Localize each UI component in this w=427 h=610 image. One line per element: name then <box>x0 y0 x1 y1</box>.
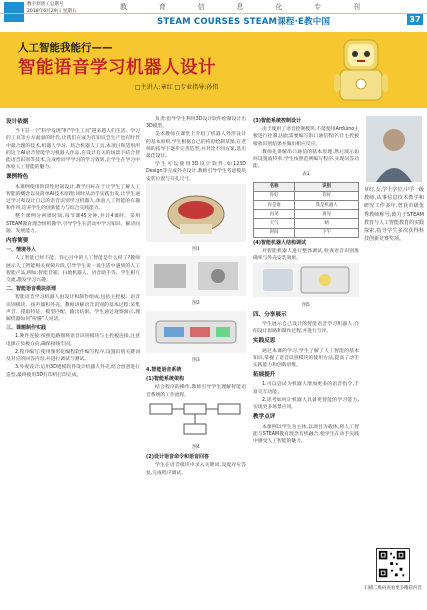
qr-icon <box>377 549 409 581</box>
figure-caption: 图2 <box>192 301 200 307</box>
figure-caption: 图3 <box>192 357 200 363</box>
paragraph: 学生在语音模块中录入关键词,设置对应答复,完成程序调试。 <box>146 463 246 476</box>
figure-3 <box>146 311 246 353</box>
heading-extension: 拓展提升 <box>253 372 276 379</box>
section-char: 教 <box>120 3 127 11</box>
table-cell: 你是谁 <box>254 201 295 210</box>
paragraph: 2.思考如何让机器人具备更智能的学习能力,实现更多场景应用。 <box>253 397 359 411</box>
page-number: 37 <box>407 14 423 25</box>
paragraph: 本课例以学生为主体,以项目为载体,将人工智能与STEAM教育理念有机融合,使学生在动手实践中感受人工智能的魅力。 <box>253 424 359 444</box>
section-char: 信 <box>197 3 205 11</box>
table-cell: 再见 <box>295 210 359 219</box>
paragraph: 1.可以尝试为机器人增加更多的语音指令,丰富交互功能。 <box>253 382 359 395</box>
table-cell: 你好 <box>254 191 295 200</box>
table-row <box>254 219 359 228</box>
subheading: (2)设计语音命令和语音回答 <box>146 454 210 461</box>
paragraph: 通过本课的学习,学生了解了人工智能的基本知识,掌握了语音识别模块的使用方法,提高了动手实践能力和创新思维。 <box>253 348 359 369</box>
issue-line-1: 数字原创 / 总期号 <box>27 2 64 7</box>
course-title: STEAM COURSES STEAM课程·E教中国 <box>157 17 331 27</box>
table-cell: 时间 <box>254 228 295 237</box>
command-table <box>253 182 359 238</box>
paragraph: 教师先讲解串口通信的基本原理,然后演示如何设置波特率,学生按照范例编写程序,实现问答功能。 <box>253 149 359 170</box>
section-char: 化 <box>275 3 283 11</box>
section-char: 育 <box>158 3 166 11</box>
paragraph: 2.程序编写:使用图形化编程软件编写程序,设置识别关键词及对应的回答内容,并进行调试与测试。 <box>6 349 140 363</box>
paragraph: 学生展示自己设计的智能语音学习机器人,介绍设计思路和制作过程,并进行互评。 <box>253 322 359 335</box>
figure-caption: 图1 <box>192 247 200 253</box>
heading-content: 内容简要 <box>6 238 29 245</box>
publication-logo <box>4 2 24 22</box>
heading-comment: 教学点评 <box>253 414 276 421</box>
paragraph: 结合程序的操作,教师引导学生理解智能语音系统的工作流程。 <box>146 385 246 398</box>
figure-4-flowchart <box>146 400 246 440</box>
column-2 <box>146 116 246 478</box>
subheading: 一、情境导入 <box>6 247 37 254</box>
column-3 <box>253 116 359 446</box>
heading-reflection: 实践反思 <box>253 338 276 345</box>
table-cell: 下午 <box>295 228 359 237</box>
table-header: 名称 <box>254 182 295 191</box>
paragraph: 由于使用了语音控制模块,不能使用Arduino主板进行控制,因此需要编写串口通信程序,让主控板接收识别结果并做出相应反应。 <box>253 127 359 147</box>
author-photo <box>366 116 422 182</box>
issue-line-2: 2018年6月29日 星期五 <box>27 8 77 14</box>
table-row <box>254 228 359 237</box>
figure-caption: 图5 <box>302 302 310 308</box>
table-cell: 你好 <box>295 191 359 200</box>
paragraph: 3.外观设计:运用3D建模软件设计机器人外壳,结合创意进行造型,最终使用3D打印机打印完成。 <box>6 365 140 378</box>
figure-5 <box>253 263 359 297</box>
subheading: (4)智能机器人结构调试 <box>253 239 307 246</box>
paragraph: 美术教师在课堂上介绍了机器人外形设计的基本原则,学生根据自己的构思绘制草图,在老师的指导下逐步完善造型,并对比不同方案,选出最佳设计。 <box>146 132 246 160</box>
section-char: 息 <box>236 3 244 11</box>
subheading: 4.智能语音系统 <box>146 367 182 374</box>
paragraph: 1.硬件连接:按照电路图将语音识别模块与主控板连接,注意电源正负极方向,确保接线牢固。 <box>6 334 140 347</box>
paragraph: 人工智能已经不能。你心目中的人工智能是什么样子?教师展示人工智能相关视频片段,引导学生说一说生活中遇到的人工智能产品,例如:智能音箱、扫地机器人、语音助手等。学生相互交流,激发学习兴趣。 <box>6 256 140 284</box>
paragraph: 学生可以使用3D设计软件,如123D Design等完成外壳设计,教师引导学生考虑模块安装位置与开孔尺寸。 <box>146 162 246 182</box>
heading-design: 设计依据 <box>6 119 29 125</box>
section-char: 专 <box>314 3 322 11</box>
paragraph: 智能语音学习机器人由设计和制作组成,包括主控板、语音识别模块、扬声器和外壳。教师讲解语音识别的基本过程:采集声音、提取特征、模型匹配、输出结果。学生通过观察演示,理解机器如何"听懂"人说话。 <box>6 295 140 323</box>
subheading: 二、智能语音模块原理 <box>6 286 57 293</box>
table-cell: 我是机器人 <box>295 201 359 210</box>
column-4 <box>364 116 424 243</box>
robot-illustration <box>330 34 392 106</box>
masthead <box>0 0 427 26</box>
heading-share: 四、分享展示 <box>253 311 287 318</box>
table-row <box>254 201 359 210</box>
article-title: 智能语音学习机器人设计 <box>18 58 216 78</box>
paragraph: 整个课例分两周时间,每节课45分钟,共计4课时。采用STEAM教育理念组织教学,引导学生在活动中学习知识、解决问题、发展能力。 <box>6 214 140 234</box>
paragraph: 当下是一个"科学发现"和"学生工具"越来越人们生活、学习的工具等方方面面的时代,让我们在成为有知识会生产也有时代中最合理的技术,机器人学习、结合机器人工具,本项目和适用所的这个AI语音智能学习机器人作品,在设计有关的场景下结合智能语音识别等技术,完成给同学学习的学习效果,让学生在学习中体验人工智能的魅力。 <box>6 129 140 171</box>
paragraph: 负责:指导学生利用3D设计软件绘制设计出3D模型。 <box>146 117 246 130</box>
section-title <box>120 2 360 11</box>
article-header <box>0 32 427 108</box>
person-icon <box>366 116 422 182</box>
divider <box>0 13 427 14</box>
figure-1 <box>146 184 246 242</box>
section-char: 刊 <box>352 3 360 11</box>
author-bio: 章红,女,学士学位,中学一级教师,从事信息技术教学和研究工作多年,曾获市级优秀教师称号,致力于STEAM教育与人工智能教育的实践探索,指导学生多次获得科技创新竞赛奖项。 <box>364 187 425 243</box>
table-header: 识别 <box>295 182 359 191</box>
table-cell: 天气 <box>254 219 295 228</box>
qr-code[interactable] <box>376 548 410 582</box>
article-authors: □主讲人:章红 □专业指导:孙伟 <box>135 84 219 91</box>
table-cell: 再见 <box>254 210 295 219</box>
subheading: 三、课题制作实践 <box>6 325 47 332</box>
qr-caption: 扫描二维码查看更多精彩内容 <box>364 586 422 591</box>
column-1 <box>6 116 140 380</box>
heading-features: 课例特色 <box>6 174 29 181</box>
figure-caption: 图4 <box>192 445 200 451</box>
figure-2 <box>146 256 246 296</box>
table-row <box>254 210 359 219</box>
table-title: 表1 <box>302 172 310 178</box>
article-kicker: 人工智能我能行—— <box>18 42 113 54</box>
paragraph: 对智能机器人进行整体调试,检查语音识别准确率与外壳安装效果。 <box>253 249 359 262</box>
table-cell: 晴 <box>295 219 359 228</box>
table-row <box>254 191 359 200</box>
subheading: (3)智能系统控制设计 <box>253 118 302 124</box>
paragraph: 本课例使用阶段性时间设计,教学目标在于让学生了解人工智能的概念以及简单AI技术原理;同时从动手实践出发,让学生通过学习和设计自己的语音识别学习机器人,体验人工智能的有趣和作用,培养学生的创新能力与综合实践能力。 <box>6 184 140 212</box>
subheading: (1)智能系统架构 <box>146 376 185 383</box>
